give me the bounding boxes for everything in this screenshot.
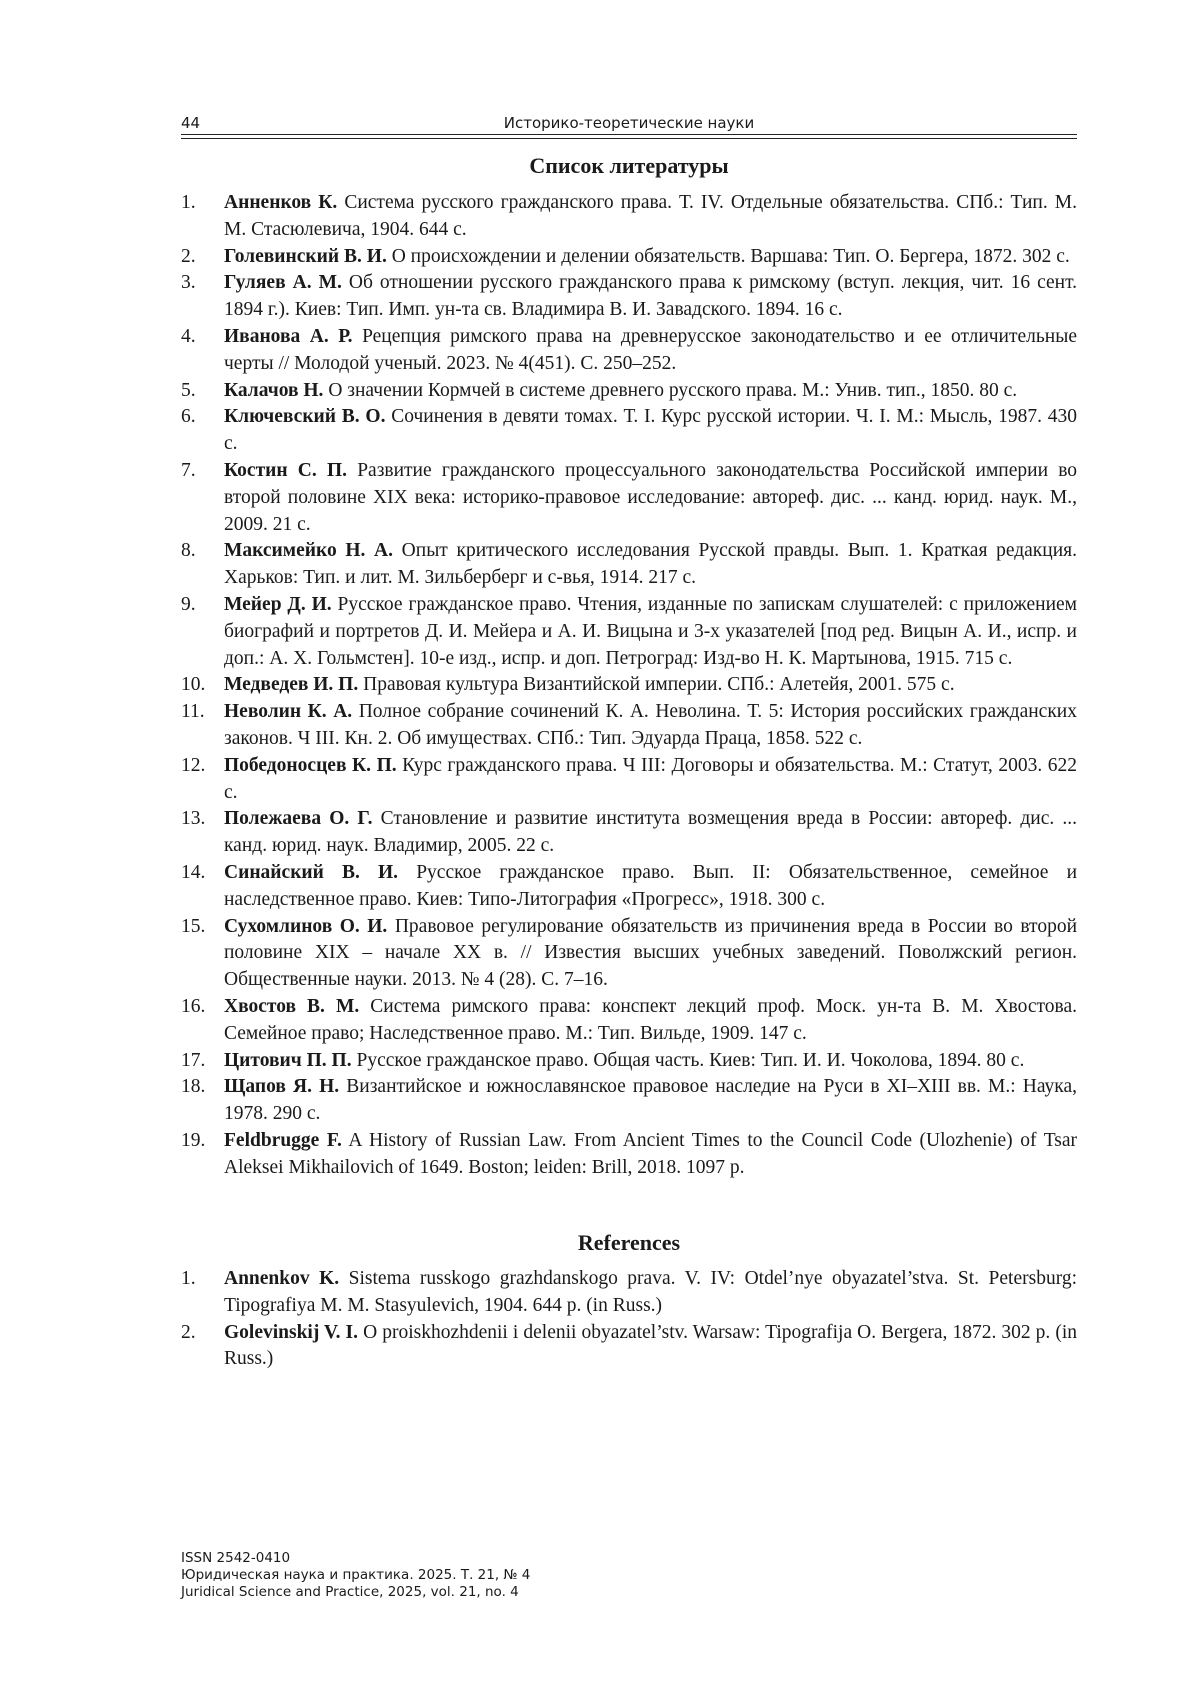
reference-number: 4.: [181, 325, 196, 347]
reference-item: [181, 538, 1077, 592]
reference-number: 6.: [181, 406, 196, 428]
reference-item: [181, 592, 1077, 672]
reference-item: [181, 270, 1077, 324]
journal-citation-ru: Юридическая наука и практика. 2025. Т. 21, № 4: [181, 1567, 531, 1583]
running-title: Историко-теоретические науки: [503, 114, 755, 132]
reference-author: Калачов Н.: [224, 379, 324, 401]
reference-item: [181, 1048, 1077, 1075]
reference-text: Правовая культура Византийской империи. СПб.: Алетейя, 2001. 575 с.: [363, 674, 955, 696]
reference-item: [181, 672, 1077, 699]
reference-author: Annenkov K.: [224, 1268, 340, 1289]
reference-author: Максимейко Н. А.: [224, 540, 394, 562]
reference-number: 1.: [181, 192, 196, 213]
reference-text: О происхождении и делении обязательств. Варшава: Тип. О. Бергера, 1872. 302 с.: [391, 245, 1070, 267]
reference-author: Синайский В. И.: [224, 861, 399, 883]
reference-text: Становление и развитие института возмещения вреда в России: автореф. дис. ... канд. юрид. наук. Владимир, 2005. 22 с.: [224, 808, 1077, 857]
reference-text: Об отношении русского гражданского права к римскому (вступ. лекция, чит. 16 сент. 1894 г.). Киев: Тип. Имп. ун-та св. Владимира В. И. Завадского. 1894. 16 с.: [224, 272, 1077, 321]
reference-item: [181, 753, 1077, 807]
issn: ISSN 2542-0410: [181, 1550, 291, 1566]
reference-text: A History of Russian Law. From Ancient Times to the Council Code (Ulozhenie) of Tsar Aleksei Mikhailovich of 1649. Boston; leiden: Brill, 2018. 1097 p.: [224, 1129, 1077, 1178]
reference-text: Византийское и южнославянское правовое наследие на Руси в XI–XIII вв. М.: Наука, 1978. 290 с.: [224, 1076, 1077, 1125]
reference-text: Полное собрание сочинений К. А. Неволина. Т. 5: История российских гражданских законов. Ч III. Кн. 2. Об имуществах. СПб.: Тип. Эдуарда Праца, 1858. 522 с.: [224, 701, 1077, 749]
literature-title: Список литературы: [529, 153, 729, 178]
reference-text: Рецепция римского права на древнерусское законодательство и ее отличительные черты // Молодой ученый. 2023. № 4(451). С. 250–252.: [224, 325, 1077, 374]
reference-item: [181, 806, 1077, 860]
reference-item: [181, 1074, 1077, 1128]
reference-author: Голевинский В. И.: [224, 245, 387, 267]
reference-number: 12.: [181, 754, 206, 776]
reference-item: [181, 994, 1077, 1048]
reference-text: Сочинения в девяти томах. Т. I. Курс русской истории. Ч. I. М.: Мысль, 1987. 430 с.: [224, 406, 1078, 455]
reference-number: 7.: [181, 459, 196, 481]
reference-number: 15.: [181, 915, 206, 937]
reference-text: Опыт критического исследования Русской правды. Вып. 1. Краткая редакция. Харьков: Тип. и лит. М. Зильберберг и с-вья, 1914. 217 с.: [224, 540, 1077, 589]
reference-author: Мейер Д. И.: [224, 593, 332, 615]
reference-author: Иванова А. Р.: [224, 325, 353, 347]
reference-author: Победоносцев К. П.: [224, 754, 397, 776]
reference-text: Русское гражданское право. Общая часть. Киев: Тип. И. И. Чоколова, 1894. 80 с.: [356, 1049, 1025, 1071]
header-rule-thin: [181, 138, 1077, 139]
reference-item: [181, 244, 1077, 271]
reference-text: О значении Кормчей в системе древнего русского права. М.: Унив. тип., 1850. 80 с.: [328, 379, 1018, 401]
reference-number: 18.: [181, 1076, 206, 1098]
reference-item: [181, 458, 1077, 538]
page-number: 44: [181, 114, 201, 132]
reference-author: Feldbrugge F.: [224, 1129, 342, 1151]
reference-number: 10.: [181, 674, 206, 696]
reference-author: Цитович П. П.: [224, 1049, 352, 1071]
reference-author: Костин С. П.: [224, 459, 347, 481]
reference-number: 17.: [181, 1049, 206, 1071]
reference-text: Sistema russkogo grazhdanskogo prava. V. IV: Otdel’nye obyazatel’stva. St. Petersburg: Tipografiya M. M. Stasyulevich, 1904. 644 p. (in Russ.): [224, 1268, 1078, 1316]
reference-author: Golevinskij V. I.: [224, 1321, 359, 1343]
reference-number: 9.: [181, 593, 196, 615]
page-footer: [181, 1550, 530, 1601]
reference-author: Гуляев А. М.: [224, 272, 342, 294]
reference-item: [181, 190, 1077, 244]
reference-text: Система римского права: конспект лекций проф. Моск. ун-та В. М. Хвостова. Семейное право; Наследственное право. М.: Тип. Вильде, 1909. 147 с.: [224, 995, 1077, 1044]
reference-text: Русское гражданское право. Вып. II: Обязательственное, семейное и наследственное право. Киев: Типо-Литография «Прогресс», 1918. 300 с.: [224, 861, 1078, 910]
reference-item: [181, 1266, 1077, 1320]
reference-item: [181, 1128, 1077, 1182]
reference-number: 1.: [181, 1268, 196, 1289]
reference-number: 11.: [181, 701, 205, 723]
reference-text: Курс гражданского права. Ч III: Договоры и обязательства. М.: Статут, 2003. 622 с.: [224, 754, 1077, 803]
reference-number: 13.: [181, 808, 206, 830]
reference-author: Медведев И. П.: [224, 674, 359, 696]
reference-text: Русское гражданское право. Чтения, изданные по запискам слушателей: с приложением биографий и портретов Д. И. Мейера и А. И. Вицына и 3-х указателей [под ред. Вицын А. И., испр. и доп.: А. Х. Гольмстен]. 10-е изд., испр. и доп. Петроград: Изд-во Н. К. Мартынова, 1915. 715 с.: [224, 593, 1077, 669]
journal-citation-en: Juridical Science and Practice, 2025, vol. 21, no. 4: [181, 1584, 519, 1600]
reference-item: [181, 860, 1077, 914]
reference-number: 3.: [181, 272, 196, 294]
reference-text: Правовое регулирование обязательств из причинения вреда в России во второй половине XIX – начале XX в. // Известия высших учебных заведений. Поволжский регион. Общественные науки. 2013. № 4 (28). С. 7–16.: [224, 915, 1077, 991]
reference-author: Полежаева О. Г.: [224, 808, 373, 830]
reference-author: Ключевский В. О.: [224, 406, 386, 428]
references-list: [181, 1266, 1077, 1373]
reference-item: [181, 404, 1077, 458]
reference-number: 14.: [181, 861, 206, 883]
reference-number: 2.: [181, 1321, 196, 1343]
references-title: References: [577, 1230, 681, 1255]
reference-author: Щапов Я. Н.: [224, 1076, 340, 1098]
reference-item: [181, 914, 1077, 994]
reference-text: Система русского гражданского права. Т. IV. Отдельные обязательства. СПб.: Тип. М. М. Стасюлевича, 1904. 644 с.: [224, 192, 1077, 240]
reference-number: 2.: [181, 245, 196, 267]
header-rule-thick: [181, 134, 1077, 135]
reference-item: [181, 378, 1077, 405]
literature-list: [181, 190, 1077, 1181]
reference-item: [181, 699, 1077, 753]
reference-item: [181, 1320, 1077, 1374]
reference-text: O proiskhozhdenii i delenii obyazatel’stv. Warsaw: Tipografija O. Bergera, 1872. 302 p. (in Russ.): [224, 1321, 1078, 1370]
reference-number: 16.: [181, 995, 206, 1017]
reference-author: Анненков К.: [224, 192, 338, 213]
reference-number: 5.: [181, 379, 196, 401]
reference-author: Хвостов В. М.: [224, 995, 360, 1017]
reference-number: 8.: [181, 540, 196, 562]
reference-author: Неволин К. А.: [224, 701, 353, 723]
reference-author: Сухомлинов О. И.: [224, 915, 388, 937]
reference-number: 19.: [181, 1129, 206, 1151]
reference-item: [181, 324, 1077, 378]
reference-text: Развитие гражданского процессуального законодательства Российской империи во второй половине XIX века: историко-правовое исследование: автореф. дис. ... канд. юрид. наук. М., 2009. 21 с.: [224, 459, 1078, 535]
